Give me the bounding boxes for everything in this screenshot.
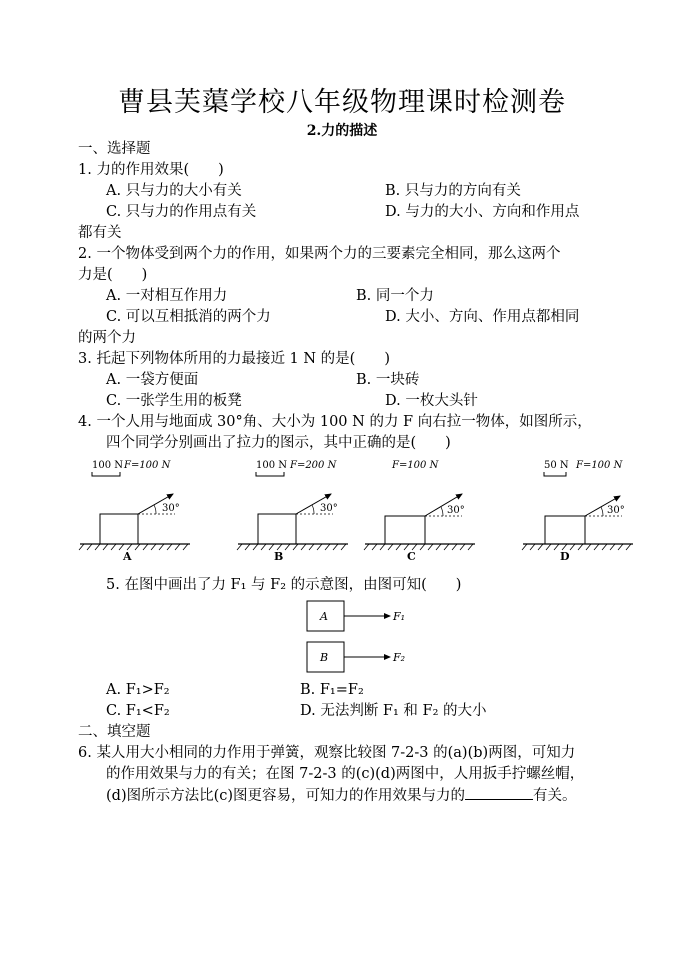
q6-line3-post: 有关。 xyxy=(533,788,577,804)
scale-label: 100 N xyxy=(92,460,124,471)
q4-figure-c xyxy=(364,460,475,563)
ground-hatch xyxy=(364,544,473,550)
angle-arc xyxy=(441,507,443,516)
q2-option-d: D. 大小、方向、作用点都相同 xyxy=(385,309,580,325)
block xyxy=(258,514,296,544)
q5-stem: 5. 在图中画出了力 F₁ 与 F₂ 的示意图，由图可知( ) xyxy=(106,577,462,593)
q4-figure-a xyxy=(79,460,190,563)
figure-letter: C xyxy=(407,550,416,563)
angle-arc xyxy=(601,507,603,516)
scale-bracket xyxy=(544,472,566,476)
angle-label: 30° xyxy=(162,503,180,514)
answer-blank[interactable] xyxy=(465,785,533,800)
ground-hatch xyxy=(522,544,631,550)
q6-line3 xyxy=(106,785,577,806)
q4-figure-d xyxy=(522,460,633,563)
force-label-f1: F₁ xyxy=(393,610,406,623)
q1-option-d-continued: 都有关 xyxy=(78,225,122,241)
q2-stem-line2: 力是( ) xyxy=(78,267,148,283)
block xyxy=(385,516,425,544)
q3-stem: 3. 托起下列物体所用的力最接近 1 N 的是( ) xyxy=(78,351,390,367)
force-label-f2: F₂ xyxy=(393,651,406,664)
q6-line1: 6. 某人用大小相同的力作用于弹簧，观察比较图 7-2-3 的(a)(b)两图，可知力 xyxy=(78,745,576,761)
scale-bracket xyxy=(92,472,120,476)
q5-figure xyxy=(0,596,684,676)
figure-letter: A xyxy=(123,550,132,563)
ground-hatch xyxy=(79,544,188,550)
q2-option-b: B. 同一个力 xyxy=(356,288,434,304)
q2-option-a: A. 一对相互作用力 xyxy=(106,288,228,304)
q5-option-c: C. F₁<F₂ xyxy=(106,703,170,719)
box-a-label: A xyxy=(320,610,328,623)
angle-arc xyxy=(154,505,156,514)
scale-label: 100 N xyxy=(256,460,288,471)
q3-option-c: C. 一张学生用的板凳 xyxy=(106,393,242,409)
q3-option-b: B. 一块砖 xyxy=(356,372,420,388)
scale-bracket xyxy=(256,472,284,476)
q4-figure-b xyxy=(237,460,348,563)
force-label: F=100 N xyxy=(576,460,623,471)
scale-label: 50 N xyxy=(544,460,569,471)
angle-arc xyxy=(312,505,314,514)
force-label: F=100 N xyxy=(392,460,439,471)
q5-option-d: D. 无法判断 F₁ 和 F₂ 的大小 xyxy=(300,703,487,719)
q1-option-b: B. 只与力的方向有关 xyxy=(385,183,521,199)
box-b-label: B xyxy=(320,651,329,664)
ground-hatch xyxy=(237,544,346,550)
q5-option-a: A. F₁>F₂ xyxy=(106,682,170,698)
q5-option-b: B. F₁=F₂ xyxy=(300,682,364,698)
q2-option-d-continued: 的两个力 xyxy=(78,330,136,346)
angle-label: 30° xyxy=(447,505,465,516)
q6-line3-pre: (d)图所示方法比(c)图更容易，可知力的作用效果与力的 xyxy=(106,788,466,804)
page-subtitle: 2.力的描述 xyxy=(306,123,378,139)
q1-option-d: D. 与力的大小、方向和作用点 xyxy=(385,204,580,220)
q6-line2: 的作用效果与力的有关；在图 7-2-3 的(c)(d)两图中，人用扳手拧螺丝帽， xyxy=(106,766,585,782)
angle-label: 30° xyxy=(320,503,338,514)
q2-stem-line1: 2. 一个物体受到两个力的作用，如果两个力的三要素完全相同，那么这两个 xyxy=(78,246,561,262)
q1-option-a: A. 只与力的大小有关 xyxy=(106,183,242,199)
q4-figures xyxy=(0,452,684,572)
q1-stem: 1. 力的作用效果( ) xyxy=(78,162,224,178)
force-label: F=200 N xyxy=(290,460,337,471)
q4-stem-line1: 4. 一个人用与地面成 30°角、大小为 100 N 的力 F 向右拉一物体，如图所示， xyxy=(78,414,592,430)
q3-option-a: A. 一袋方便面 xyxy=(106,372,199,388)
block xyxy=(100,514,138,544)
section-heading-choice: 一、选择题 xyxy=(78,141,151,157)
section-heading-fill: 二、填空题 xyxy=(78,724,151,740)
figure-letter: D xyxy=(560,550,570,563)
q4-stem-line2: 四个同学分别画出了拉力的图示，其中正确的是( ) xyxy=(106,435,451,451)
angle-label: 30° xyxy=(607,505,625,516)
page-title: 曹县芙蕖学校八年级物理课时检测卷 xyxy=(118,87,566,118)
block xyxy=(545,516,585,544)
q3-option-d: D. 一枚大头针 xyxy=(385,393,478,409)
figure-letter: B xyxy=(274,550,284,563)
q2-option-c: C. 可以互相抵消的两个力 xyxy=(106,309,271,325)
q1-option-c: C. 只与力的作用点有关 xyxy=(106,204,257,220)
force-label: F=100 N xyxy=(124,460,171,471)
